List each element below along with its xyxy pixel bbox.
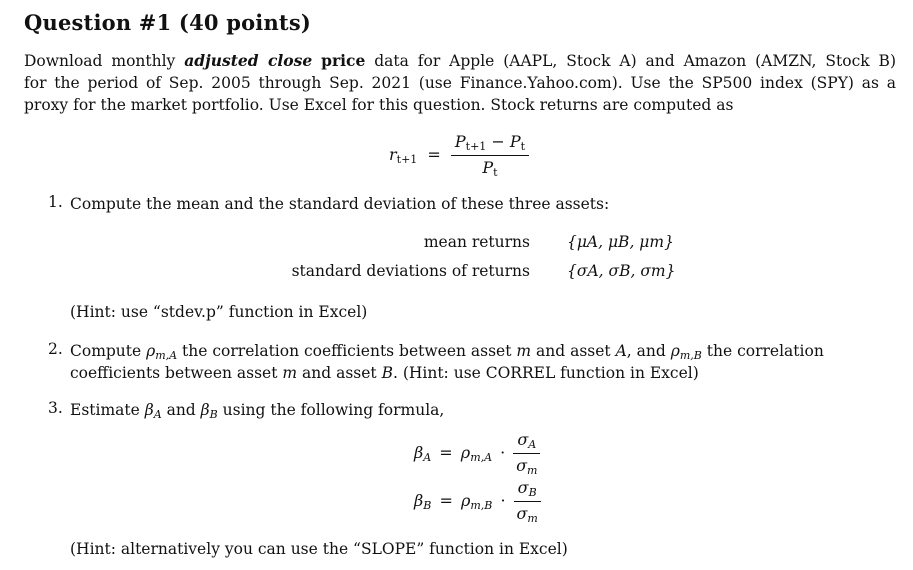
beta-a-formula: $\beta_A = \rho_{m,A}$ · $\frac{\sigma_A}{\sigma_m}$ (414, 430, 540, 477)
return-equation: $r_{t+1}$ = $\frac{P_{t+1} - P_t}{P_t}$ (389, 132, 529, 186)
slope-hint: (Hint: alternatively you can use the “SLOPE” function in Excel) (70, 540, 568, 558)
item-1-text: Compute the mean and the standard deviation of these three assets: (70, 195, 610, 213)
item-2-line-1: Compute $\rho_{m,A}$ the correlation coefficients between asset m and asset A, and $\rho_{m,B}$ the correlation (70, 342, 824, 362)
item-2-number: 2. (48, 340, 63, 358)
beta-b-formula: $\beta_B = \rho_{m,B}$ · $\frac{\sigma_B}{\sigma_m}$ (414, 478, 541, 525)
intro-line-1: Download monthly adjusted close price data for Apple (AAPL, Stock A) and Amazon (AMZN, Stock B) (24, 51, 896, 70)
intro-line-2: for the period of Sep. 2005 through Sep. 2021 (use Finance.Yahoo.com). Use the SP500 index (SPY) as a (24, 74, 896, 92)
mean-returns-label: mean returns (423, 233, 530, 251)
mean-returns-value: {μA, μB, μm} (567, 233, 674, 251)
adjusted-close-emphasis: adjusted close (184, 51, 313, 70)
std-returns-value: {σA, σB, σm} (567, 262, 676, 280)
stdev-hint: (Hint: use “stdev.p” function in Excel) (70, 303, 368, 321)
question-title: Question #1 (40 points) (24, 10, 311, 35)
intro-paragraph (24, 50, 896, 116)
return-fraction: $\frac{P_{t+1} - P_t}{P_t}$ (451, 132, 529, 179)
intro-line-3: proxy for the market portfolio. Use Excel for this question. Stock returns are computed as (24, 96, 734, 114)
item-1-number: 1. (48, 193, 63, 211)
item-3-text: Estimate $\beta_A$ and $\beta_B$ using the following formula, (70, 401, 445, 421)
item-3-number: 3. (48, 399, 63, 417)
item-2-line-2: coefficients between asset m and asset B. (Hint: use CORREL function in Excel) (70, 364, 699, 382)
std-returns-label: standard deviations of returns (291, 262, 530, 280)
price-emphasis: price (321, 51, 366, 70)
